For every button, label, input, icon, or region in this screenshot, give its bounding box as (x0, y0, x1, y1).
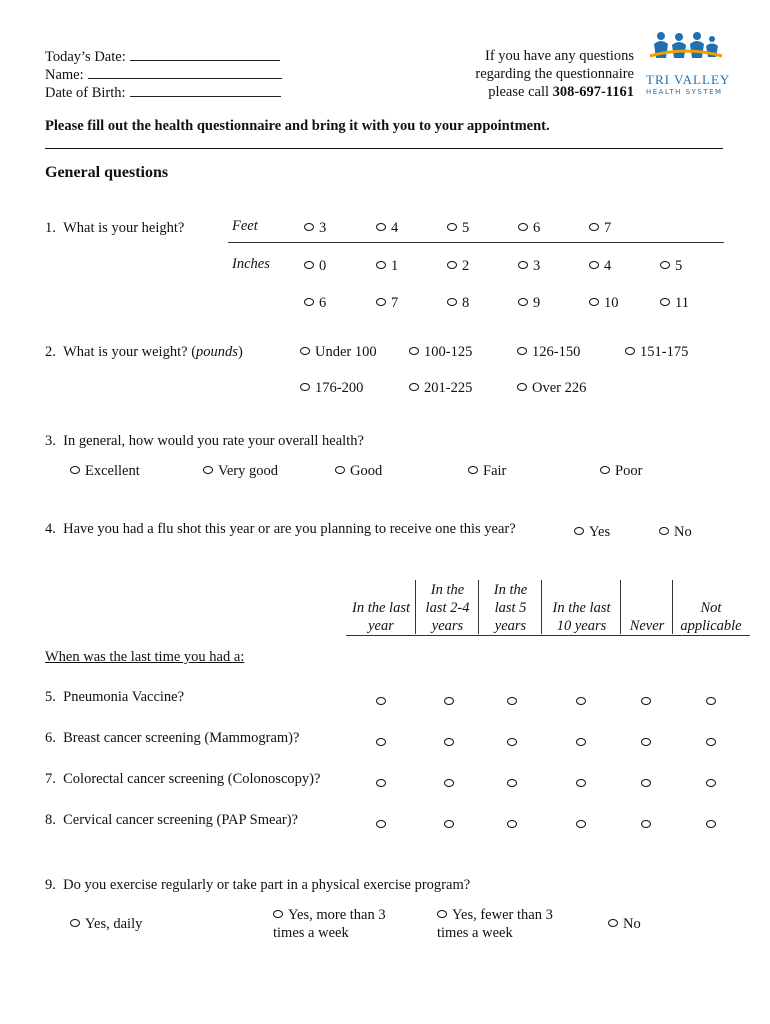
health-option[interactable]: Excellent (70, 462, 140, 480)
q9-text: Do you exercise regularly or take part in a physical exercise program? (63, 877, 471, 893)
inches-option[interactable]: 0 (304, 257, 326, 275)
radio-icon[interactable] (589, 223, 599, 231)
q1-number: 1. (45, 220, 56, 236)
col-header-not-applicable: Not applicable (680, 600, 742, 634)
q2-number: 2. (45, 344, 56, 360)
radio-icon[interactable] (447, 298, 457, 306)
radio-icon[interactable] (300, 383, 310, 391)
radio-icon[interactable] (589, 261, 599, 269)
q2-label: 2. What is your weight? (pounds) (45, 344, 243, 360)
radio-icon[interactable] (659, 527, 669, 535)
table-row-label: 8. Cervical cancer screening (PAP Smear)? (45, 812, 298, 828)
health-option[interactable]: Poor (600, 462, 642, 480)
radio-icon[interactable] (574, 527, 584, 535)
radio-icon[interactable] (468, 466, 478, 474)
radio-icon[interactable] (444, 779, 454, 787)
radio-icon[interactable] (376, 697, 386, 705)
todays-date-blank[interactable] (130, 47, 280, 61)
weight-option[interactable]: Over 226 (517, 379, 586, 397)
todays-date-field[interactable] (45, 47, 280, 66)
contact-prefix: please call (488, 84, 550, 100)
inches-option[interactable]: 10 (589, 294, 619, 312)
feet-label: Feet (232, 218, 258, 234)
radio-icon[interactable] (376, 779, 386, 787)
inches-label: Inches (232, 256, 270, 272)
logo-subtitle: HEALTH SYSTEM (646, 88, 723, 96)
col-header-never: Never (629, 618, 665, 634)
radio-icon[interactable] (507, 779, 517, 787)
feet-option[interactable]: 3 (304, 219, 326, 237)
table-row-label: 7. Colorectal cancer screening (Colonoscopy)? (45, 771, 321, 787)
logo-name: TRI VALLEY (646, 72, 731, 87)
inches-option[interactable]: 2 (447, 257, 469, 275)
contact-line-2: regarding the questionnaire (475, 66, 634, 82)
feet-divider (228, 242, 724, 243)
health-option[interactable]: Fair (468, 462, 506, 480)
radio-icon[interactable] (706, 820, 716, 828)
name-label: Name: (45, 67, 84, 83)
inches-option[interactable]: 4 (589, 257, 611, 275)
radio-icon[interactable] (447, 261, 457, 269)
inches-option[interactable]: 5 (660, 257, 682, 275)
radio-icon[interactable] (576, 779, 586, 787)
radio-icon[interactable] (641, 820, 651, 828)
q3-label (45, 433, 364, 450)
flu-option-yes[interactable]: Yes (574, 523, 610, 541)
radio-icon[interactable] (444, 697, 454, 705)
q2-text: What is your weight? (63, 344, 188, 360)
radio-icon[interactable] (376, 738, 386, 746)
q9-label (45, 877, 470, 894)
feet-option[interactable]: 6 (518, 219, 540, 237)
radio-icon[interactable] (203, 466, 213, 474)
contact-line-3 (475, 83, 634, 101)
inches-option[interactable]: 3 (518, 257, 540, 275)
radio-icon[interactable] (376, 261, 386, 269)
people-logo-icon (646, 30, 726, 66)
radio-icon[interactable] (641, 697, 651, 705)
radio-icon[interactable] (576, 697, 586, 705)
instruction-text: Please fill out the health questionnaire and bring it with you to your appointment. (45, 118, 550, 134)
radio-icon[interactable] (589, 298, 599, 306)
inches-option[interactable]: 7 (376, 294, 398, 312)
header-underline (346, 635, 750, 636)
table-row-label: 5. Pneumonia Vaccine? (45, 689, 185, 705)
radio-icon[interactable] (304, 261, 314, 269)
radio-icon[interactable] (507, 697, 517, 705)
health-option[interactable]: Very good (203, 462, 278, 480)
tri-valley-logo (646, 30, 731, 100)
radio-icon[interactable] (660, 261, 670, 269)
radio-icon[interactable] (409, 383, 419, 391)
exercise-option[interactable]: Yes, more than 3 times a week (273, 907, 386, 941)
radio-icon[interactable] (517, 383, 527, 391)
radio-icon[interactable] (70, 919, 80, 927)
feet-option[interactable]: 5 (447, 219, 469, 237)
radio-icon[interactable] (376, 820, 386, 828)
radio-icon[interactable] (706, 697, 716, 705)
radio-icon[interactable] (600, 466, 610, 474)
dob-blank[interactable] (130, 83, 281, 97)
weight-option[interactable]: Under 100 (300, 343, 377, 361)
contact-info (475, 47, 634, 101)
radio-icon[interactable] (376, 298, 386, 306)
health-option[interactable]: Good (335, 462, 382, 480)
weight-option[interactable]: 201-225 (409, 379, 472, 397)
dob-label: Date of Birth: (45, 85, 126, 101)
name-blank[interactable] (88, 65, 282, 79)
screening-prompt: When was the last time you had a: (45, 649, 245, 665)
weight-option[interactable]: 126-150 (517, 343, 580, 361)
radio-icon[interactable] (576, 820, 586, 828)
radio-icon[interactable] (335, 466, 345, 474)
feet-option[interactable]: 4 (376, 219, 398, 237)
radio-icon[interactable] (706, 779, 716, 787)
weight-option[interactable]: 100-125 (409, 343, 472, 361)
section-title: General questions (45, 164, 169, 181)
q4-number: 4. (45, 521, 56, 537)
radio-icon[interactable] (444, 738, 454, 746)
q3-text: In general, how would you rate your overall health? (63, 433, 364, 449)
radio-icon[interactable] (641, 738, 651, 746)
feet-option[interactable]: 7 (589, 219, 611, 237)
q1-label (45, 220, 184, 237)
contact-line-1: If you have any questions (485, 48, 634, 64)
col-header-10-years: In the last 10 years (552, 600, 611, 634)
phone-number: 308-697-1161 (552, 84, 634, 100)
inches-option[interactable]: 11 (660, 294, 689, 312)
inches-option[interactable]: 1 (376, 257, 398, 275)
radio-icon[interactable] (507, 820, 517, 828)
todays-date-label: Today’s Date: (45, 49, 126, 65)
radio-icon[interactable] (576, 738, 586, 746)
radio-icon[interactable] (70, 466, 80, 474)
radio-icon[interactable] (608, 919, 618, 927)
col-header-5-years: In the last 5 years (493, 582, 528, 634)
q2-unit: pounds (196, 344, 238, 360)
radio-icon[interactable] (273, 910, 283, 918)
dob-field[interactable] (45, 83, 281, 102)
exercise-option[interactable]: Yes, fewer than 3 times a week (437, 907, 553, 941)
q9-number: 9. (45, 877, 56, 893)
name-field[interactable] (45, 65, 282, 84)
radio-icon[interactable] (437, 910, 447, 918)
weight-option[interactable]: 176-200 (300, 379, 363, 397)
radio-icon[interactable] (507, 738, 517, 746)
radio-icon[interactable] (517, 347, 527, 355)
table-row-label: 6. Breast cancer screening (Mammogram)? (45, 730, 300, 746)
radio-icon[interactable] (304, 298, 314, 306)
radio-icon[interactable] (660, 298, 670, 306)
q1-text: What is your height? (63, 220, 185, 236)
radio-icon[interactable] (444, 820, 454, 828)
inches-option[interactable]: 8 (447, 294, 469, 312)
q3-number: 3. (45, 433, 56, 449)
radio-icon[interactable] (518, 298, 528, 306)
exercise-option[interactable]: No (608, 915, 641, 933)
radio-icon[interactable] (706, 738, 716, 746)
inches-option[interactable]: 6 (304, 294, 326, 312)
flu-option-no[interactable]: No (659, 523, 692, 541)
exercise-option[interactable]: Yes, daily (70, 915, 142, 933)
q4-label (45, 521, 516, 538)
q4-text: Have you had a flu shot this year or are you planning to receive one this year? (63, 521, 516, 537)
col-header-2-4-years: In the last 2-4 years (425, 582, 470, 634)
radio-icon[interactable] (641, 779, 651, 787)
radio-icon[interactable] (447, 223, 457, 231)
radio-icon[interactable] (625, 347, 635, 355)
radio-icon[interactable] (409, 347, 419, 355)
inches-option[interactable]: 9 (518, 294, 540, 312)
col-header-last-year: In the last year (352, 600, 410, 634)
instruction-divider (45, 148, 723, 149)
weight-option[interactable]: 151-175 (625, 343, 688, 361)
radio-icon[interactable] (300, 347, 310, 355)
radio-icon[interactable] (518, 223, 528, 231)
radio-icon[interactable] (304, 223, 314, 231)
radio-icon[interactable] (376, 223, 386, 231)
radio-icon[interactable] (518, 261, 528, 269)
